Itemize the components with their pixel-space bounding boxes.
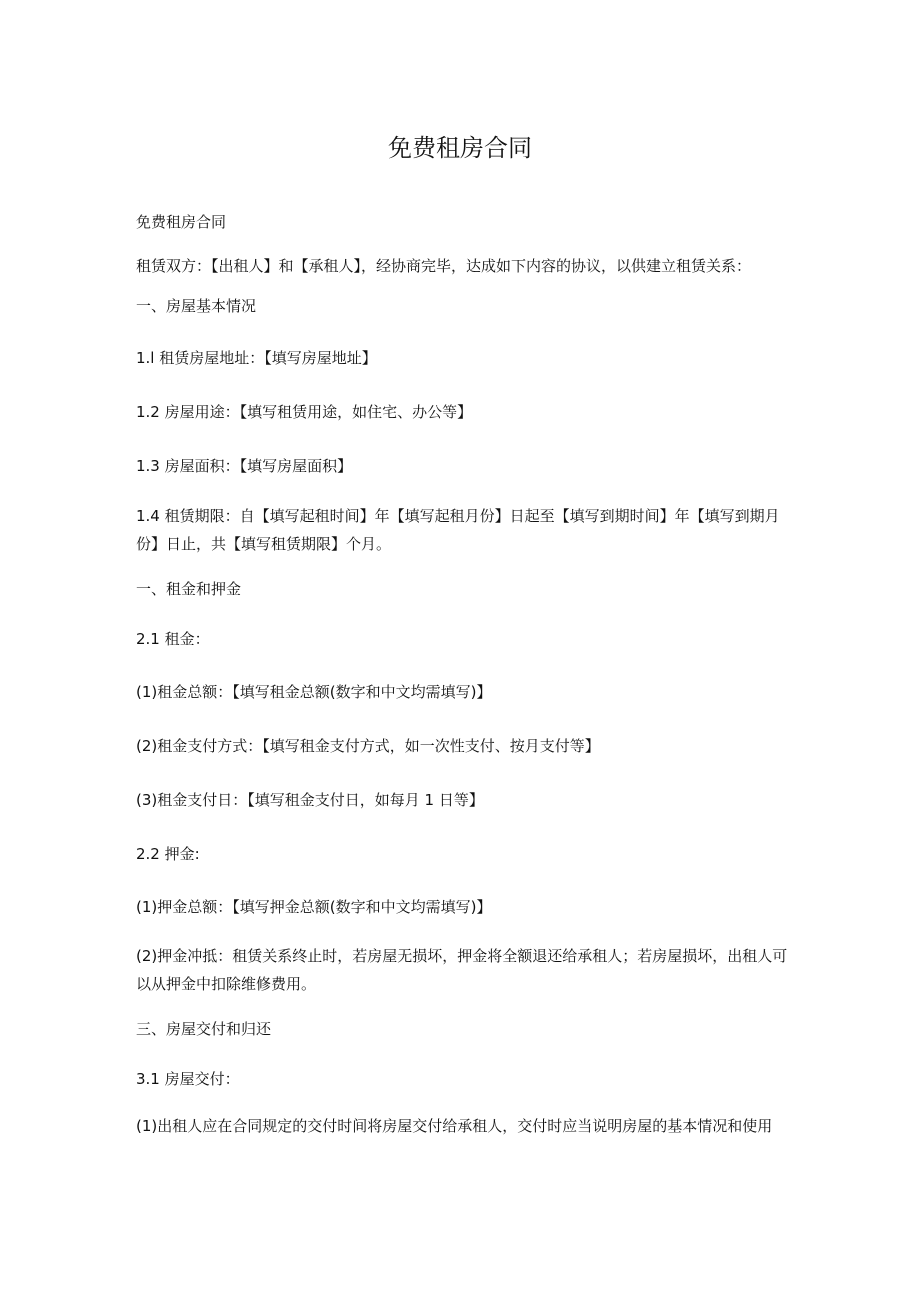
clause-1-2-usage: 1.2 房屋用途：【填写租赁用途，如住宅、办公等】: [136, 403, 473, 421]
clause-1-1-address: 1.l 租赁房屋地址：【填写房屋地址】: [136, 349, 377, 367]
section-heading-rent-deposit: 一、租金和押金: [136, 580, 242, 598]
clause-rent-total: (1)租金总额：【填写租金总额(数字和中文均需填写)】: [136, 683, 492, 701]
clause-1-4-term: 1.4 租赁期限：自【填写起租时间】年【填写起租月份】日起至【填写到期时间】年【填写到期月份】日止，共【填写租赁期限】个月。: [136, 507, 780, 553]
clause-3-1-delivery: 3.1 房屋交付：: [136, 1070, 240, 1088]
paragraph-parties: 租赁双方：【出租人】和【承租人】，经协商完毕，达成如下内容的协议，以供建立租赁关系：: [136, 257, 752, 275]
clause-rent-payment-method: (2)租金支付方式：【填写租金支付方式，如一次性支付、按月支付等】: [136, 737, 600, 755]
section-heading-delivery-return: 三、房屋交付和归还: [136, 1020, 272, 1038]
document-title: 免费租房合同: [388, 134, 532, 162]
clause-deposit-total: (1)押金总额：【填写押金总额(数字和中文均需填写)】: [136, 898, 492, 916]
clause-deposit-offset: (2)押金冲抵：租赁关系终止时，若房屋无损坏，押金将全额退还给承租人；若房屋损坏，出租人可以从押金中扣除维修费用。: [136, 947, 788, 993]
clause-rent-payment-day: (3)租金支付日：【填写租金支付日，如每月 1 日等】: [136, 791, 484, 809]
section-heading-house-info: 一、房屋基本情况: [136, 297, 257, 315]
paragraph-subtitle: 免费租房合同: [136, 213, 227, 231]
clause-delivery-detail: (1)出租人应在合同规定的交付时间将房屋交付给承租人，交付时应当说明房屋的基本情况和使用: [136, 1117, 773, 1135]
clause-2-1-rent: 2.1 租金：: [136, 630, 210, 648]
clause-1-3-area: 1.3 房屋面积：【填写房屋面积】: [136, 457, 353, 475]
clause-2-2-deposit: 2.2 押金:: [136, 845, 200, 863]
